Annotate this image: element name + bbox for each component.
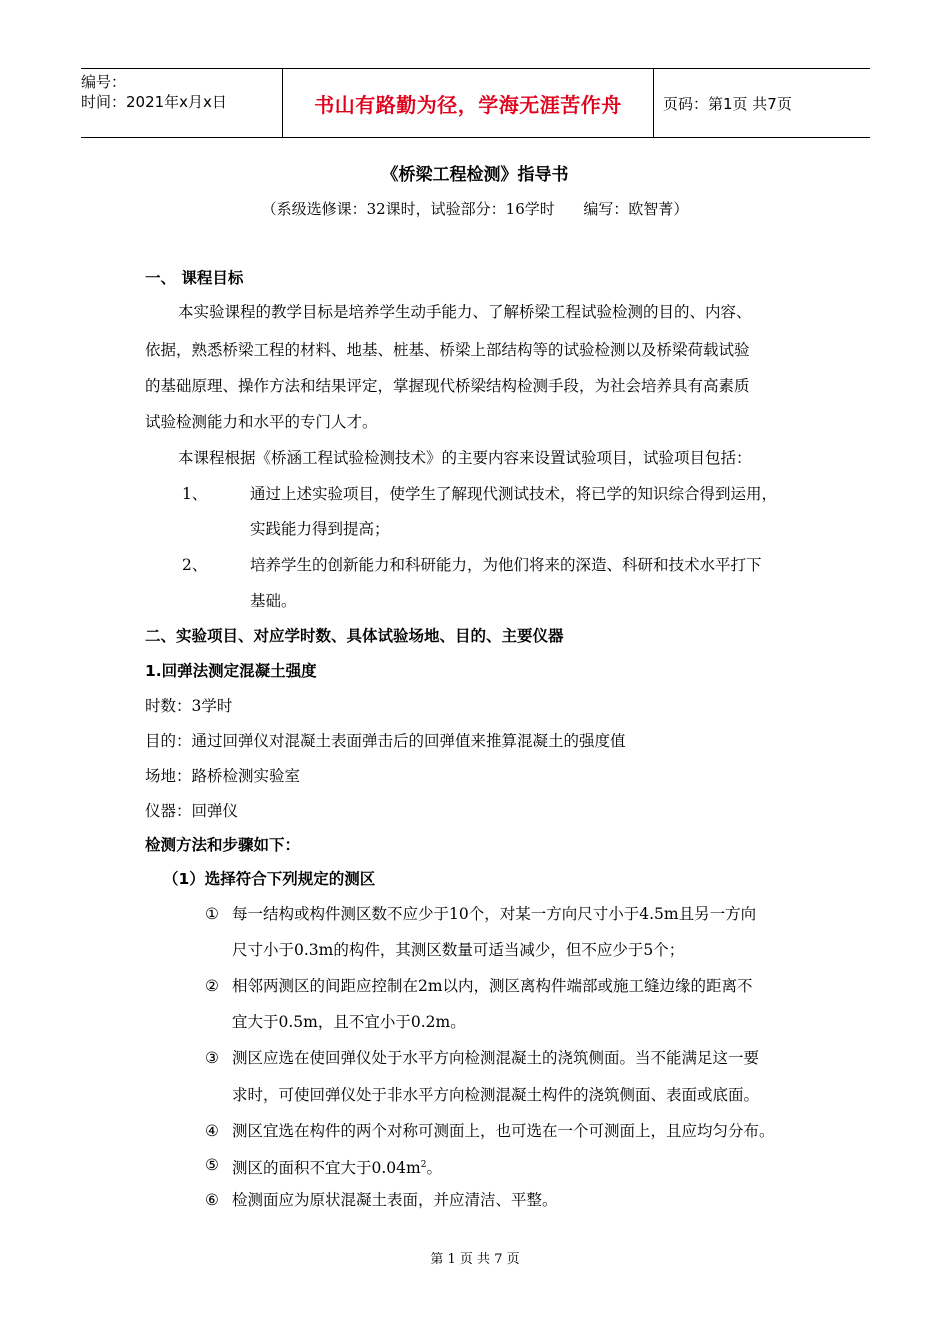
page-footer: 第 1 页 共 7 页 <box>430 1252 520 1267</box>
list-item-line: 基础。 <box>250 592 297 610</box>
list-item-number: 2、 <box>182 556 208 574</box>
rule-line: 测区宜选在构件的两个对称可测面上，也可选在一个可测面上，且应均匀分布。 <box>232 1122 775 1140</box>
rule-line <box>232 1155 442 1178</box>
site-line: 场地：路桥检测实验室 <box>145 767 301 785</box>
superscript: 2 <box>420 1160 427 1170</box>
subsection-heading: 1.回弹法测定混凝土强度 <box>145 662 317 680</box>
list-item-line: 培养学生的创新能力和科研能力，为他们将来的深造、科研和技术水平打下 <box>250 556 762 574</box>
list-item-number: 1、 <box>182 485 208 503</box>
section1-heading: 一、 课程目标 <box>145 269 244 287</box>
rule-line: 每一结构或构件测区数不应少于10个，对某一方向尺寸小于4.5m且另一方向 <box>232 905 757 923</box>
rule-mark: ① <box>205 905 219 923</box>
purpose-line: 目的：通过回弹仪对混凝土表面弹击后的回弹值来推算混凝土的强度值 <box>145 732 626 750</box>
step-heading: （1）选择符合下列规定的测区 <box>163 870 376 888</box>
rule-line: 宜大于0.5m，且不宜小于0.2m。 <box>232 1013 466 1031</box>
paragraph-line: 本课程根据《桥涵工程试验检测技术》的主要内容来设置试验项目，试验项目包括： <box>178 449 752 467</box>
header-page-label: 页码：第1页 共7页 <box>663 94 792 113</box>
rule-line: 尺寸小于0.3m的构件，其测区数量可适当减少，但不应少于5个； <box>232 941 685 959</box>
rule-tail: 。 <box>426 1159 442 1178</box>
rule-line: 检测面应为原状混凝土表面，并应清洁、平整。 <box>232 1191 558 1209</box>
header-meta <box>81 69 282 137</box>
rule-line: 相邻两测区的间距应控制在2m以内，测区离构件端部或施工缝边缘的距离不 <box>232 977 753 995</box>
method-heading: 检测方法和步骤如下： <box>145 836 301 854</box>
page-header <box>81 68 870 138</box>
doc-time-label: 时间：2021年x月x日 <box>81 93 227 111</box>
paragraph-line: 试验检测能力和水平的专门人才。 <box>145 413 378 431</box>
section2-heading: 二、实验项目、对应学时数、具体试验场地、目的、主要仪器 <box>145 627 564 645</box>
doc-subtitle: （系级选修课：32课时，试验部分：16学时 编写：欧智菁） <box>261 200 689 218</box>
paragraph-line: 依据，熟悉桥梁工程的材料、地基、桩基、桥梁上部结构等的试验检测以及桥梁荷载试验 <box>145 341 750 359</box>
rule-mark: ③ <box>205 1049 219 1067</box>
rule-text: 测区的面积不宜大于0.04m <box>232 1159 421 1178</box>
list-item-line: 实践能力得到提高； <box>250 520 390 538</box>
paragraph-line: 的基础原理、操作方法和结果评定，掌握现代桥梁结构检测手段，为社会培养具有高素质 <box>145 377 750 395</box>
instrument-line: 仪器：回弹仪 <box>145 802 239 820</box>
rule-line: 求时，可使回弹仪处于非水平方向检测混凝土构件的浇筑侧面、表面或底面。 <box>232 1086 760 1104</box>
rule-mark: ② <box>205 977 219 995</box>
hours-line: 时数：3学时 <box>145 697 233 715</box>
rule-mark: ⑤ <box>205 1156 219 1174</box>
rule-mark: ④ <box>205 1122 219 1140</box>
doc-number-label: 编号： <box>81 73 127 91</box>
paragraph-line: 本实验课程的教学目标是培养学生动手能力、了解桥梁工程试验检测的目的、内容、 <box>178 303 752 321</box>
list-item-line: 通过上述实验项目，使学生了解现代测试技术，将已学的知识综合得到运用， <box>250 485 778 503</box>
header-motto: 书山有路勤为径，学海无涯苦作舟 <box>282 69 654 137</box>
rule-mark: ⑥ <box>205 1191 219 1209</box>
rule-line: 测区应选在使回弹仪处于水平方向检测混凝土的浇筑侧面。当不能满足这一要 <box>232 1049 760 1067</box>
doc-title: 《桥梁工程检测》指导书 <box>381 165 569 185</box>
